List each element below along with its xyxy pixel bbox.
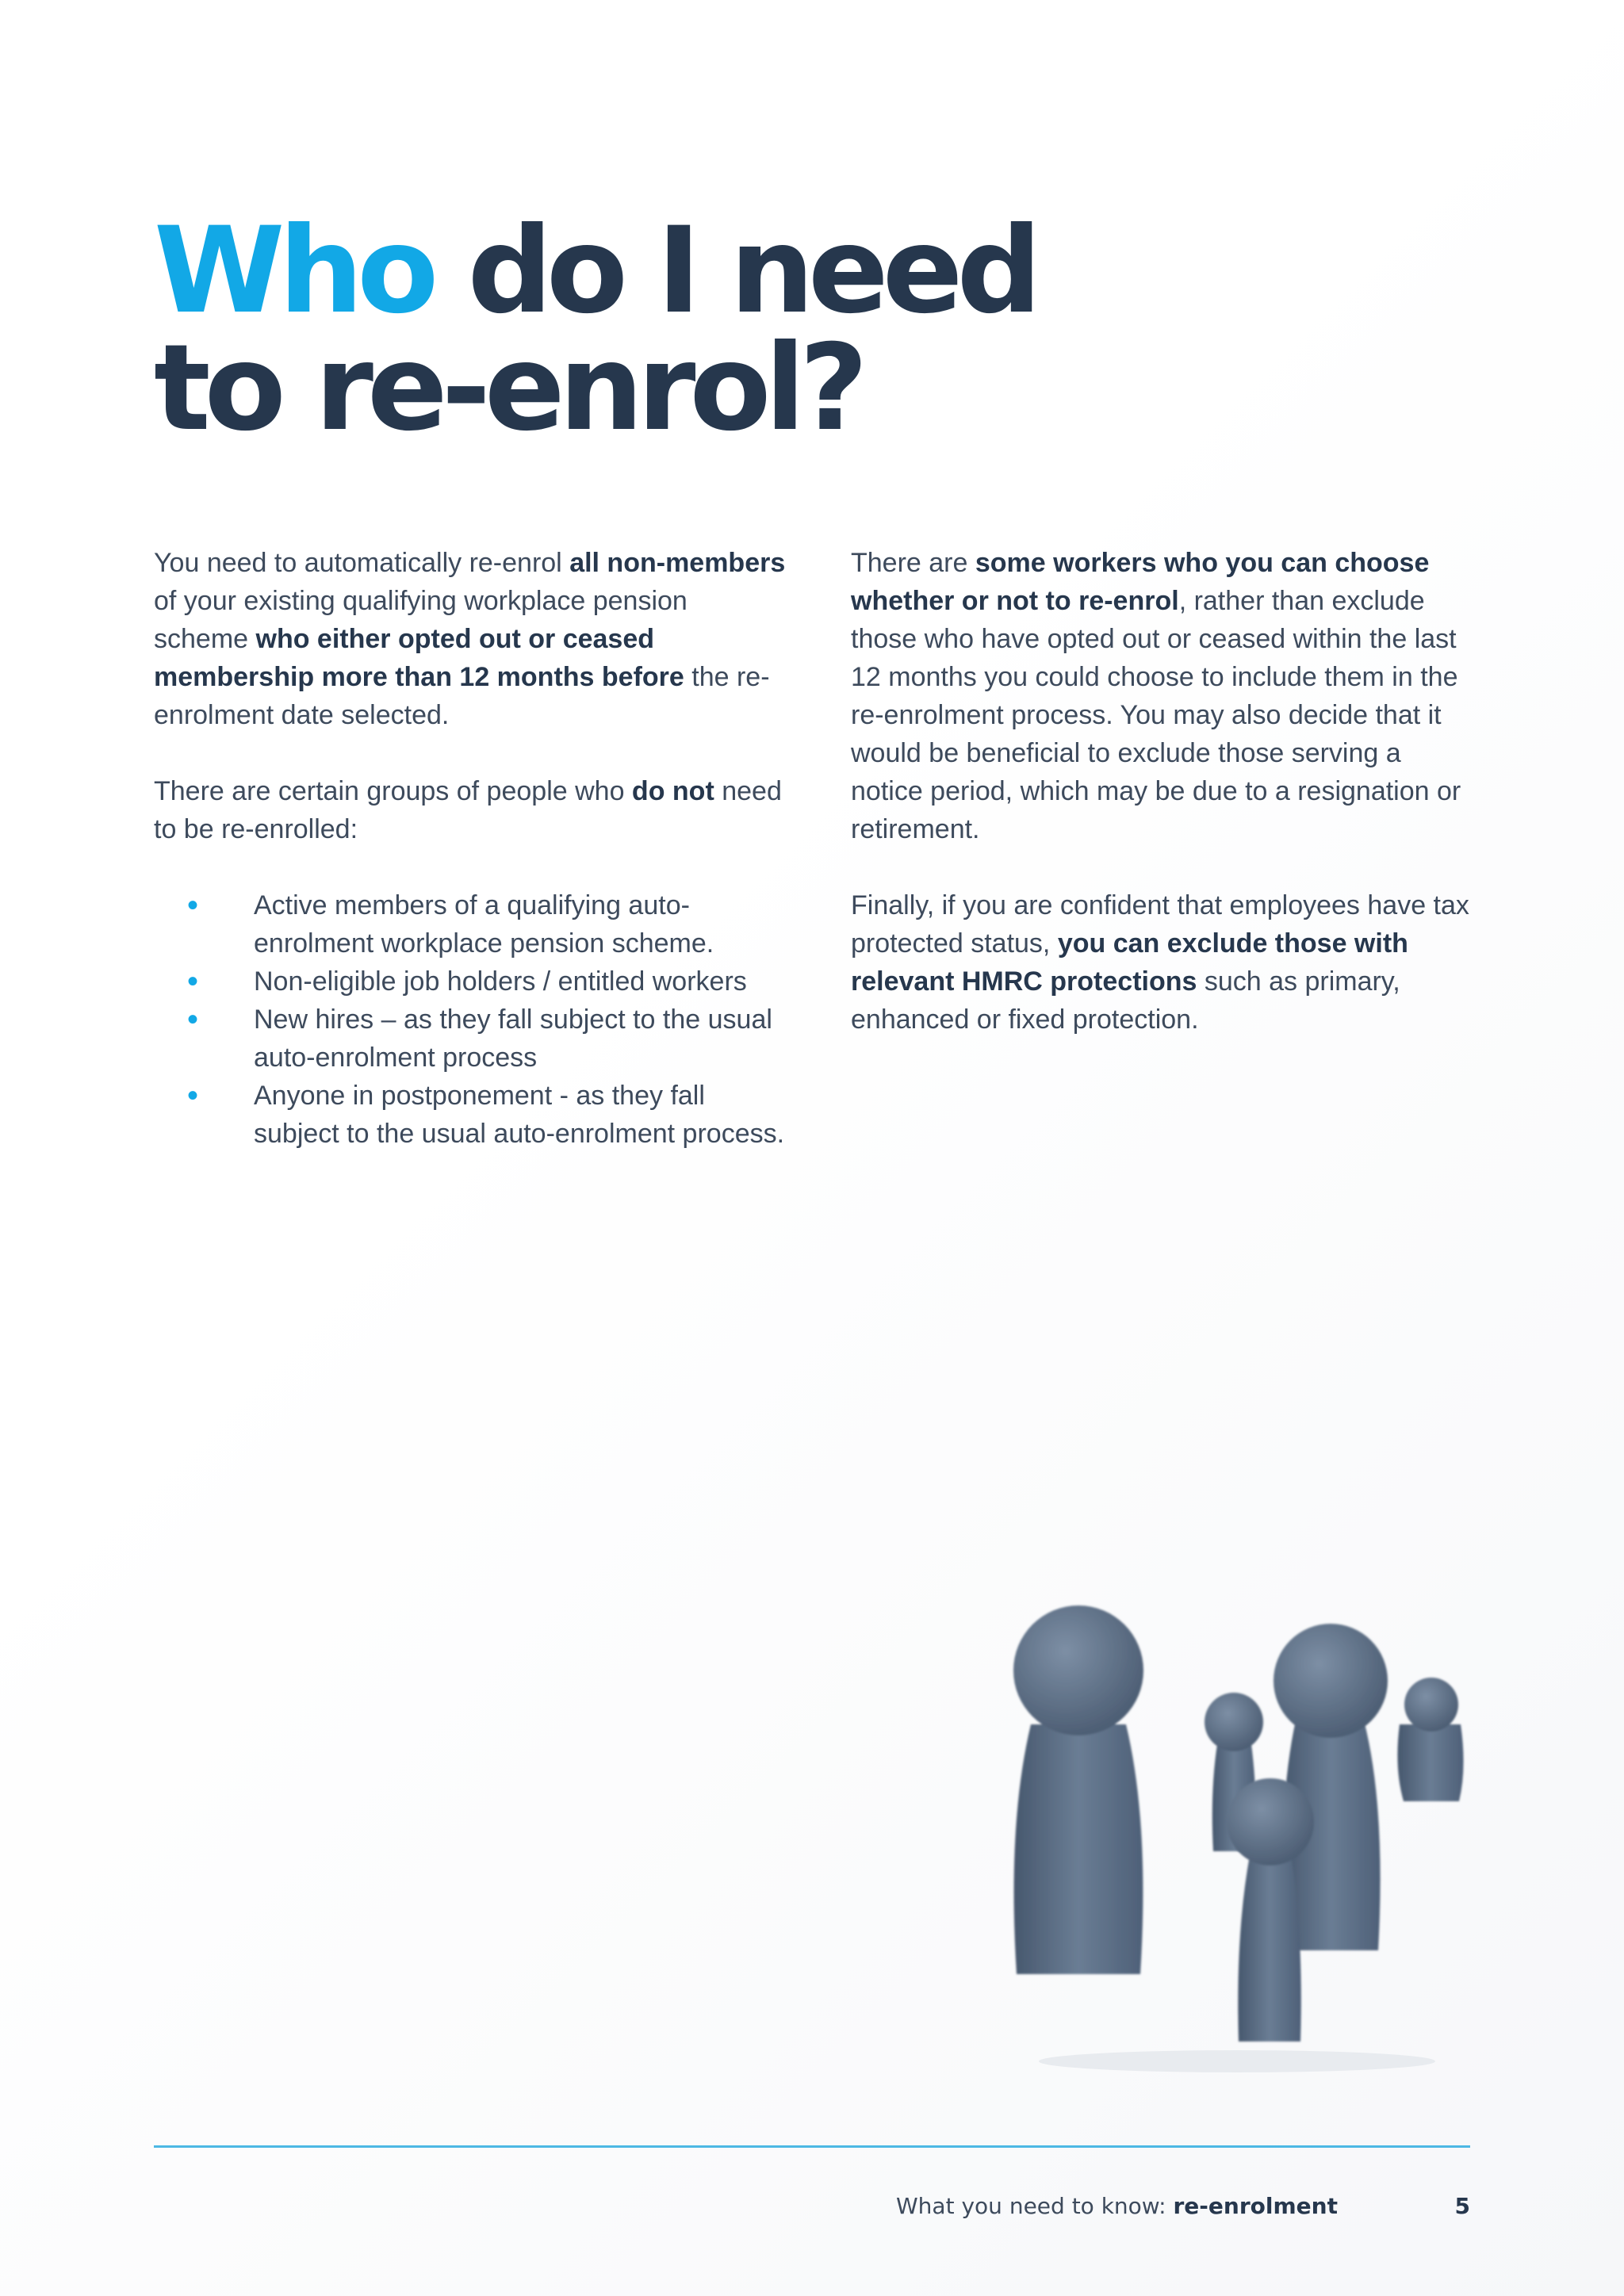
list-item-text: Non-eligible job holders / entitled workers xyxy=(254,966,747,997)
text-run: the re-enrolment date selected. xyxy=(154,662,770,730)
list-item-text: New hires – as they fall subject to the usual auto-enrolment process xyxy=(254,1004,772,1073)
footer-label-bold: re-enrolment xyxy=(1173,2193,1338,2219)
text-run: Finally, if you are confident that employees have tax protected status, xyxy=(851,890,1469,959)
exclusion-list xyxy=(154,886,788,1153)
left-column xyxy=(154,544,788,1153)
text-run: of your existing qualifying workplace pension scheme xyxy=(154,586,688,654)
bold-run: who either opted out or ceased membership more than 12 months before xyxy=(154,624,684,692)
text-run: need to be re-enrolled: xyxy=(154,776,782,844)
text-run: There are xyxy=(851,548,975,578)
wooden-peg-people-image xyxy=(999,1586,1491,2077)
right-para-2 xyxy=(851,886,1477,1039)
list-item xyxy=(154,886,788,962)
right-para-1 xyxy=(851,544,1477,848)
bullet-icon: • xyxy=(187,1002,199,1037)
list-item xyxy=(154,962,788,1001)
bold-run: all non-members xyxy=(569,548,786,578)
bold-run: you can exclude those with relevant HMRC protections xyxy=(851,928,1408,997)
footer-divider xyxy=(154,2145,1470,2148)
footer-label-text: What you need to know: xyxy=(896,2193,1174,2219)
page-title xyxy=(154,202,1036,457)
bold-run: do not xyxy=(631,776,714,806)
list-item xyxy=(154,1077,788,1153)
left-para-2 xyxy=(154,772,788,848)
bold-run: some workers who you can choose whether or not to re-enrol xyxy=(851,548,1430,616)
title-line1-rest: do I need xyxy=(432,202,1036,340)
right-column xyxy=(851,544,1477,1077)
peg-figure-large-left xyxy=(1013,1605,1143,1974)
bullet-icon: • xyxy=(187,888,199,923)
left-para-1 xyxy=(154,544,788,734)
footer-label xyxy=(896,2193,1338,2219)
list-item-text: Anyone in postponement - as they fall subject to the usual auto-enrolment process. xyxy=(254,1081,785,1149)
text-run: There are certain groups of people who xyxy=(154,776,632,806)
figure-shadow xyxy=(1039,2050,1435,2072)
bullet-icon: • xyxy=(187,964,199,999)
title-accent-word: Who xyxy=(154,202,433,340)
list-item xyxy=(154,1001,788,1077)
text-run: such as primary, enhanced or fixed protection. xyxy=(851,966,1400,1035)
text-run: , rather than exclude those who have opted out or ceased within the last 12 months you could choose to include them in the re-enrolment process. You may also decide that it would be beneficial to exclude those serving a notice period, which may be due to a resignation or retirement. xyxy=(851,586,1461,844)
peg-figure-small-back-right xyxy=(1397,1678,1463,1801)
page-number: 5 xyxy=(1454,2193,1470,2219)
bullet-icon: • xyxy=(187,1078,199,1113)
list-item-text: Active members of a qualifying auto-enrolment workplace pension scheme. xyxy=(254,890,714,959)
title-line2: to re-enrol? xyxy=(154,320,862,457)
text-run: You need to automatically re-enrol xyxy=(154,548,570,578)
